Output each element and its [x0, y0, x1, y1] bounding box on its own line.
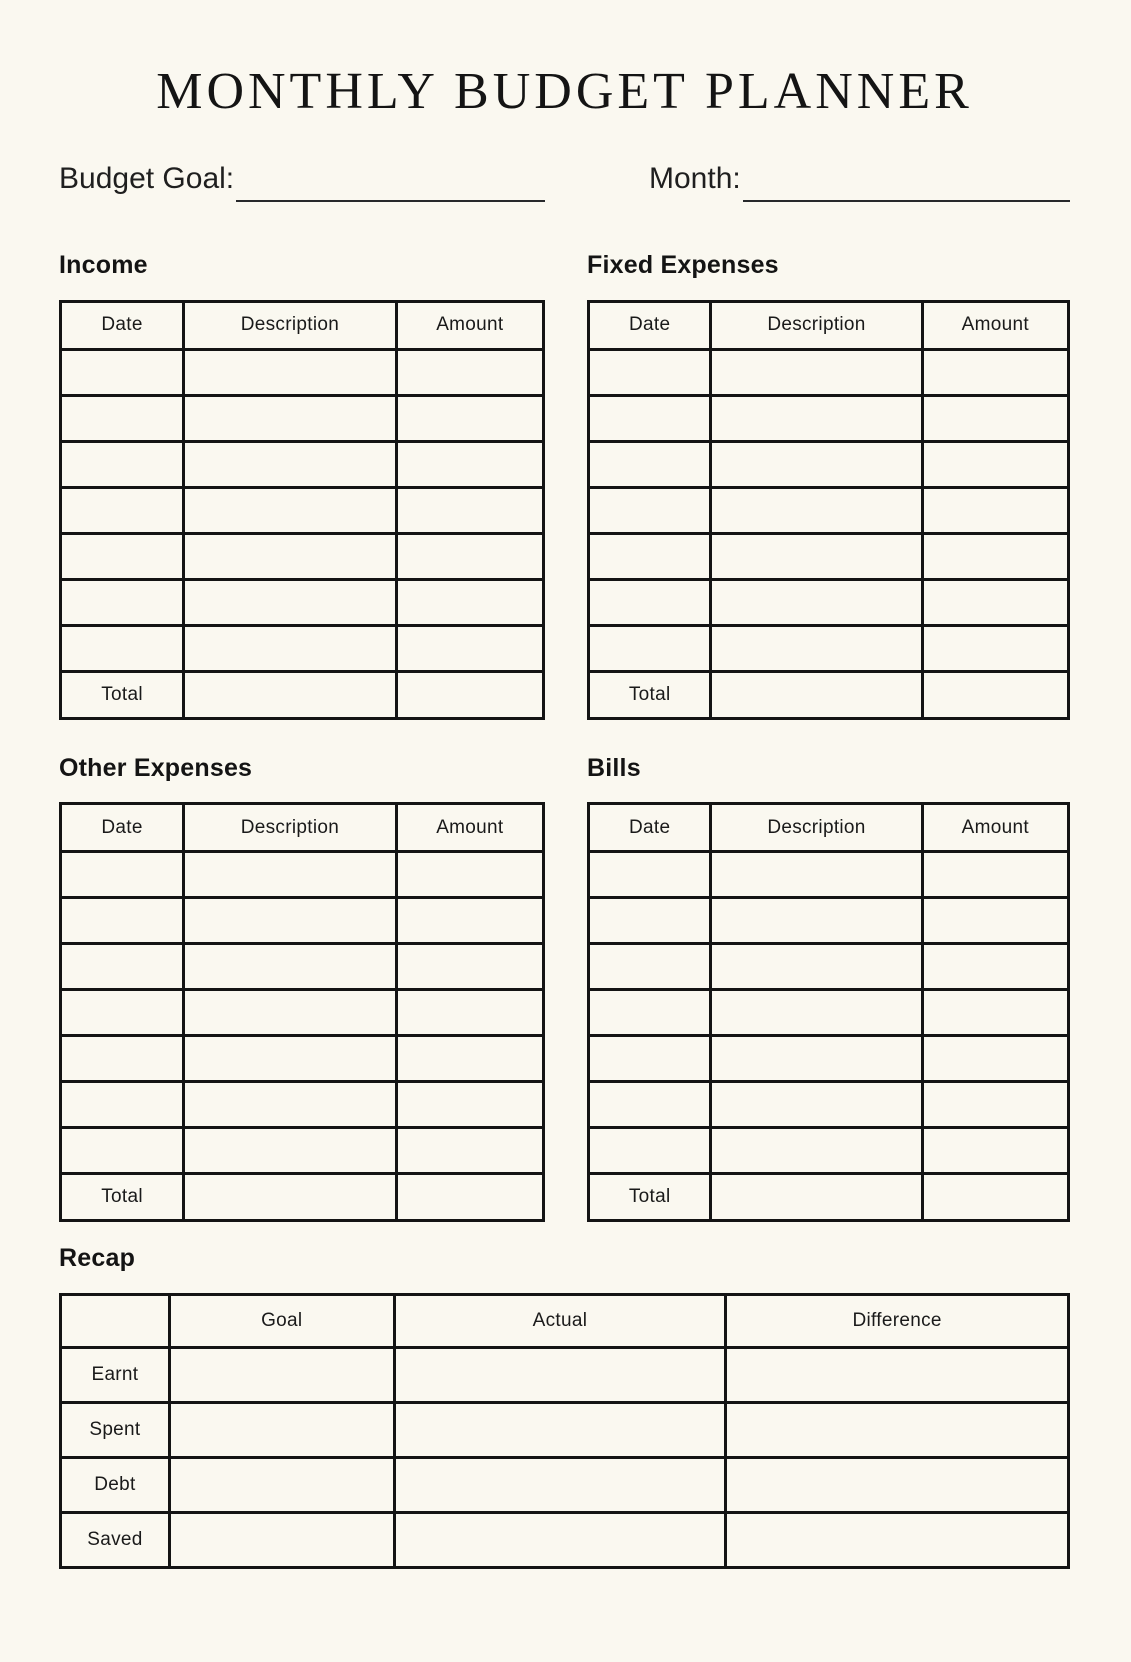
table-row: [61, 349, 544, 395]
empty-cell: [169, 1348, 394, 1403]
recap-row-label: Saved: [61, 1513, 170, 1568]
empty-cell: [711, 441, 922, 487]
budget-goal-field: [59, 162, 545, 195]
budget-goal-label: Budget Goal:: [59, 161, 235, 195]
total-row: [589, 1174, 1069, 1221]
total-description-cell: [711, 671, 922, 718]
table-row: [589, 1082, 1069, 1128]
income-heading: Income: [59, 250, 148, 279]
empty-cell: [61, 1036, 184, 1082]
total-description-cell: [184, 1174, 397, 1221]
description-column-header: Description: [711, 804, 922, 852]
section-recap: [59, 1244, 1070, 1569]
empty-cell: [922, 1082, 1068, 1128]
section-fixed-expenses: [587, 251, 1070, 720]
table-row: [589, 1128, 1069, 1174]
recap-row-label: Spent: [61, 1403, 170, 1458]
header-fields-row: [59, 162, 1070, 195]
fixed-expenses-table: [587, 300, 1070, 720]
total-amount-cell: [396, 1174, 543, 1221]
description-column-header: Description: [711, 301, 922, 349]
recap-table: [59, 1293, 1070, 1569]
empty-cell: [184, 944, 397, 990]
empty-cell: [589, 533, 711, 579]
month-write-line: [743, 200, 1070, 202]
empty-cell: [589, 990, 711, 1036]
recap-corner-cell: [61, 1295, 170, 1348]
empty-cell: [61, 625, 184, 671]
empty-cell: [396, 533, 543, 579]
total-amount-cell: [922, 671, 1068, 718]
table-row: [61, 395, 544, 441]
empty-cell: [61, 898, 184, 944]
empty-cell: [711, 395, 922, 441]
date-column-header: Date: [589, 301, 711, 349]
description-column-header: Description: [184, 804, 397, 852]
empty-cell: [396, 898, 543, 944]
empty-cell: [396, 579, 543, 625]
total-row: [61, 1174, 544, 1221]
table-row: [589, 852, 1069, 898]
empty-cell: [711, 625, 922, 671]
month-field: [649, 162, 1070, 195]
empty-cell: [922, 625, 1068, 671]
table-row: [61, 579, 544, 625]
empty-cell: [61, 349, 184, 395]
empty-cell: [922, 533, 1068, 579]
empty-cell: [396, 1128, 543, 1174]
total-label-cell: Total: [61, 671, 184, 718]
empty-cell: [726, 1458, 1069, 1513]
table-row: [61, 1128, 544, 1174]
empty-cell: [61, 441, 184, 487]
difference-column-header: Difference: [726, 1295, 1069, 1348]
empty-cell: [711, 1082, 922, 1128]
empty-cell: [61, 487, 184, 533]
fixed-expenses-heading: Fixed Expenses: [587, 250, 779, 279]
table-row: [61, 990, 544, 1036]
empty-cell: [396, 349, 543, 395]
table-row: [589, 533, 1069, 579]
empty-cell: [61, 852, 184, 898]
empty-cell: [184, 349, 397, 395]
empty-cell: [61, 395, 184, 441]
empty-cell: [396, 1082, 543, 1128]
empty-cell: [184, 1082, 397, 1128]
empty-cell: [184, 990, 397, 1036]
empty-cell: [922, 395, 1068, 441]
empty-cell: [711, 944, 922, 990]
recap-row: [61, 1458, 1069, 1513]
empty-cell: [589, 625, 711, 671]
table-row: [589, 579, 1069, 625]
empty-cell: [589, 1128, 711, 1174]
total-label-cell: Total: [589, 1174, 711, 1221]
table-row: [589, 395, 1069, 441]
empty-cell: [169, 1458, 394, 1513]
empty-cell: [61, 533, 184, 579]
table-row: [589, 625, 1069, 671]
table-row: [589, 990, 1069, 1036]
empty-cell: [396, 625, 543, 671]
table-row: [61, 1036, 544, 1082]
empty-cell: [184, 395, 397, 441]
empty-cell: [922, 441, 1068, 487]
table-row: [589, 487, 1069, 533]
empty-cell: [589, 441, 711, 487]
amount-column-header: Amount: [396, 804, 543, 852]
table-row: [61, 852, 544, 898]
empty-cell: [711, 349, 922, 395]
empty-cell: [61, 944, 184, 990]
month-label: Month:: [649, 161, 741, 195]
tables-grid: [59, 251, 1070, 1223]
other-expenses-table: [59, 802, 545, 1222]
total-row: [589, 671, 1069, 718]
table-row: [61, 1082, 544, 1128]
empty-cell: [184, 579, 397, 625]
amount-column-header: Amount: [396, 301, 543, 349]
empty-cell: [726, 1348, 1069, 1403]
empty-cell: [589, 1082, 711, 1128]
empty-cell: [589, 487, 711, 533]
recap-row-label: Debt: [61, 1458, 170, 1513]
bills-table: [587, 802, 1070, 1222]
amount-column-header: Amount: [922, 804, 1068, 852]
empty-cell: [922, 579, 1068, 625]
total-row: [61, 671, 544, 718]
empty-cell: [922, 852, 1068, 898]
empty-cell: [61, 1128, 184, 1174]
empty-cell: [589, 852, 711, 898]
table-row: [61, 898, 544, 944]
table-header-row: [61, 301, 544, 349]
empty-cell: [184, 1128, 397, 1174]
recap-row: [61, 1348, 1069, 1403]
empty-cell: [184, 625, 397, 671]
empty-cell: [711, 1036, 922, 1082]
empty-cell: [396, 487, 543, 533]
empty-cell: [396, 990, 543, 1036]
date-column-header: Date: [61, 804, 184, 852]
empty-cell: [922, 898, 1068, 944]
total-amount-cell: [922, 1174, 1068, 1221]
empty-cell: [184, 533, 397, 579]
empty-cell: [184, 852, 397, 898]
income-table: [59, 300, 545, 720]
table-row: [589, 944, 1069, 990]
actual-column-header: Actual: [394, 1295, 726, 1348]
empty-cell: [922, 944, 1068, 990]
section-income: [59, 251, 545, 720]
empty-cell: [711, 487, 922, 533]
description-column-header: Description: [184, 301, 397, 349]
empty-cell: [169, 1403, 394, 1458]
recap-heading: Recap: [59, 1244, 136, 1273]
table-row: [589, 441, 1069, 487]
date-column-header: Date: [589, 804, 711, 852]
empty-cell: [711, 898, 922, 944]
empty-cell: [922, 487, 1068, 533]
table-row: [61, 441, 544, 487]
recap-header-row: [61, 1295, 1069, 1348]
table-row: [589, 1036, 1069, 1082]
date-column-header: Date: [61, 301, 184, 349]
empty-cell: [589, 349, 711, 395]
amount-column-header: Amount: [922, 301, 1068, 349]
table-header-row: [589, 804, 1069, 852]
empty-cell: [184, 1036, 397, 1082]
empty-cell: [396, 395, 543, 441]
empty-cell: [589, 395, 711, 441]
empty-cell: [61, 579, 184, 625]
table-row: [589, 898, 1069, 944]
empty-cell: [394, 1348, 726, 1403]
total-label-cell: Total: [589, 671, 711, 718]
empty-cell: [169, 1513, 394, 1568]
empty-cell: [922, 349, 1068, 395]
empty-cell: [726, 1513, 1069, 1568]
empty-cell: [394, 1403, 726, 1458]
page-title: MONTHLY BUDGET PLANNER: [156, 63, 973, 120]
empty-cell: [394, 1458, 726, 1513]
total-amount-cell: [396, 671, 543, 718]
empty-cell: [184, 487, 397, 533]
bills-heading: Bills: [587, 753, 641, 782]
total-description-cell: [711, 1174, 922, 1221]
section-other-expenses: [59, 754, 545, 1223]
empty-cell: [711, 533, 922, 579]
empty-cell: [711, 1128, 922, 1174]
empty-cell: [396, 1036, 543, 1082]
empty-cell: [396, 852, 543, 898]
total-description-cell: [184, 671, 397, 718]
empty-cell: [726, 1403, 1069, 1458]
empty-cell: [922, 990, 1068, 1036]
recap-row: [61, 1403, 1069, 1458]
table-row: [61, 487, 544, 533]
empty-cell: [711, 579, 922, 625]
empty-cell: [61, 1082, 184, 1128]
recap-row-label: Earnt: [61, 1348, 170, 1403]
empty-cell: [396, 441, 543, 487]
empty-cell: [61, 990, 184, 1036]
table-row: [61, 944, 544, 990]
empty-cell: [922, 1128, 1068, 1174]
budget-goal-write-line: [236, 200, 545, 202]
other-expenses-heading: Other Expenses: [59, 753, 253, 782]
table-header-row: [589, 301, 1069, 349]
empty-cell: [589, 1036, 711, 1082]
table-row: [61, 533, 544, 579]
empty-cell: [184, 898, 397, 944]
empty-cell: [711, 990, 922, 1036]
empty-cell: [184, 441, 397, 487]
empty-cell: [711, 852, 922, 898]
empty-cell: [922, 1036, 1068, 1082]
table-header-row: [61, 804, 544, 852]
table-row: [61, 625, 544, 671]
total-label-cell: Total: [61, 1174, 184, 1221]
recap-row: [61, 1513, 1069, 1568]
empty-cell: [396, 944, 543, 990]
empty-cell: [589, 579, 711, 625]
empty-cell: [394, 1513, 726, 1568]
empty-cell: [589, 898, 711, 944]
table-row: [589, 349, 1069, 395]
empty-cell: [589, 944, 711, 990]
section-bills: [587, 754, 1070, 1223]
goal-column-header: Goal: [169, 1295, 394, 1348]
